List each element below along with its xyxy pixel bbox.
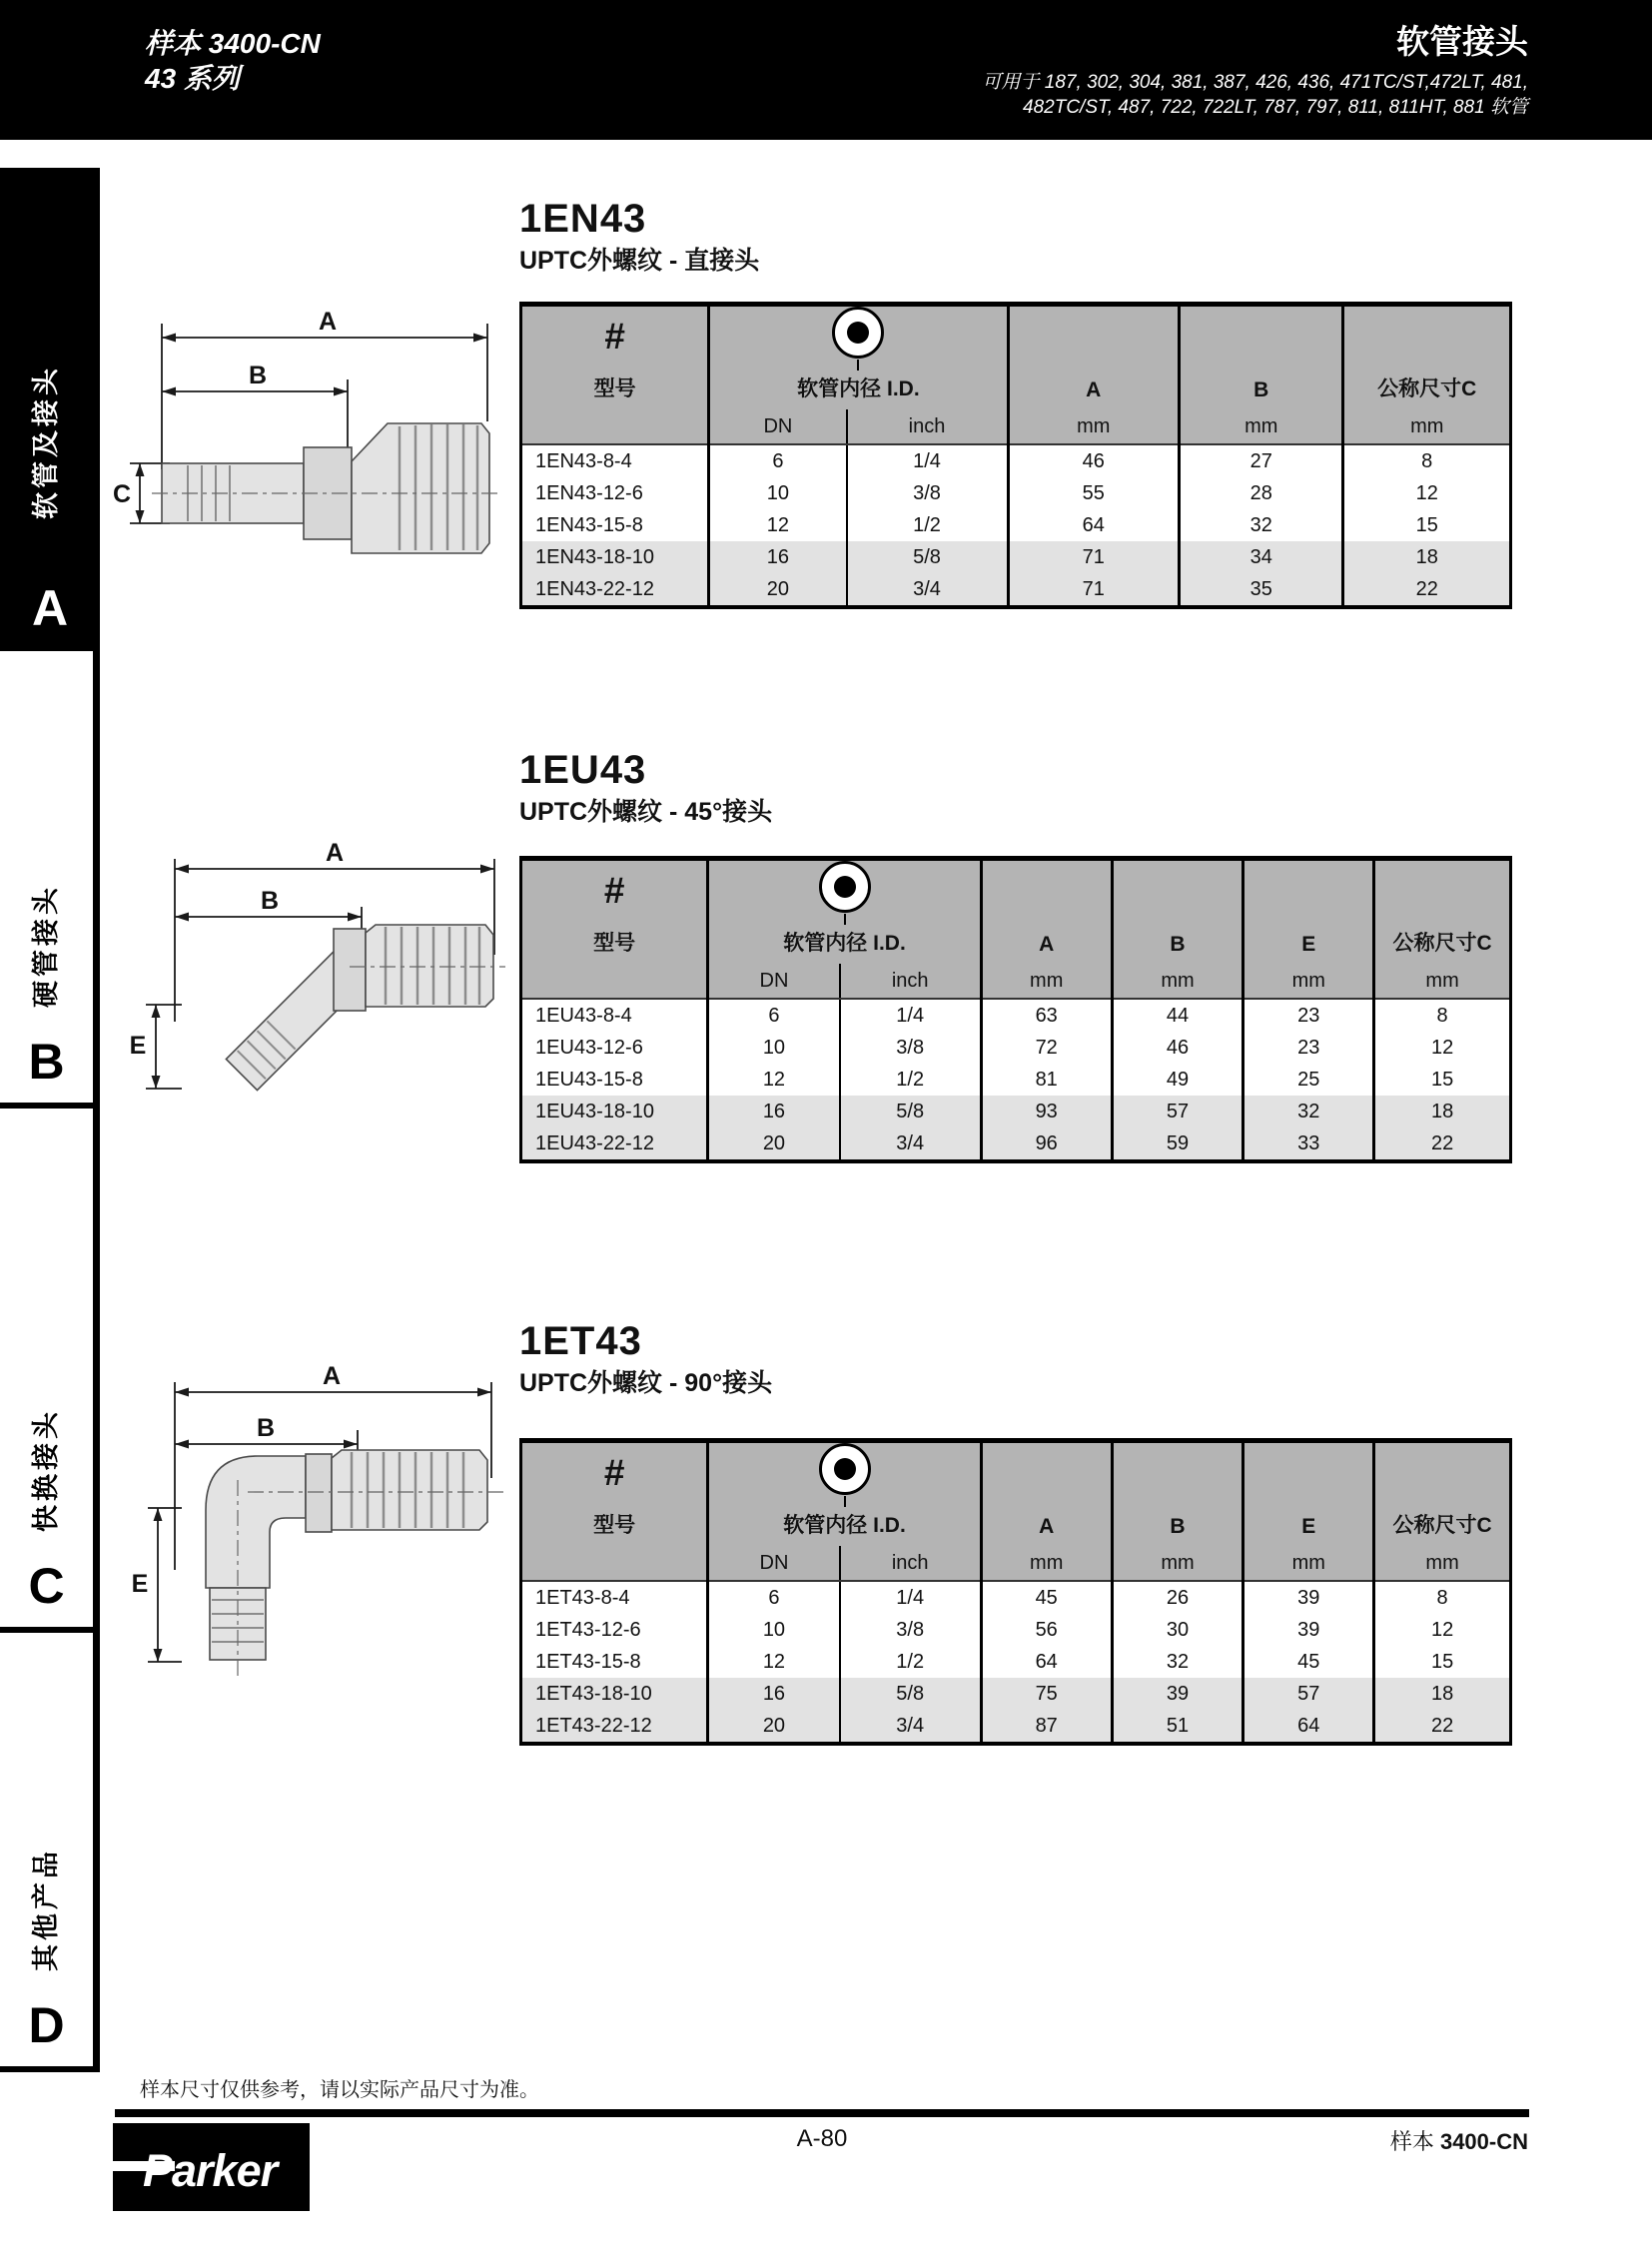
part-number-symbol: # <box>603 1452 625 1493</box>
dim-cell: 30 <box>1112 1614 1243 1646</box>
dim-cell: 81 <box>981 1064 1112 1096</box>
part-column-header <box>521 859 708 965</box>
parker-logo <box>113 2123 310 2211</box>
table-row <box>521 1096 1511 1127</box>
hose-id-column-label: 软管内径 I.D. <box>797 377 920 400</box>
part-number-cell: 1EN43-12-6 <box>521 477 709 509</box>
dn-cell: 10 <box>709 477 847 509</box>
unit-subheader: mm <box>981 1546 1112 1581</box>
dim-label-a: A <box>318 308 338 336</box>
table-row <box>521 1710 1511 1744</box>
dim-cell: 12 <box>1343 477 1511 509</box>
table-header-row <box>521 859 1511 965</box>
dim-column-header <box>1008 305 1179 410</box>
dim-cell: 45 <box>1243 1646 1374 1678</box>
dim-column-label: E <box>1301 933 1316 956</box>
inch-cell: 5/8 <box>840 1678 982 1710</box>
dim-cell: 64 <box>1243 1710 1374 1744</box>
unit-subheader: mm <box>981 964 1112 999</box>
parker-logo-text: Parker <box>143 2145 278 2196</box>
sidebar-tab-hose-fittings[interactable] <box>0 168 100 649</box>
part-number-cell: 1EU43-22-12 <box>521 1127 708 1161</box>
dim-column-header <box>1112 859 1243 965</box>
dim-cell: 93 <box>981 1096 1112 1127</box>
dim-column-label: 公称尺寸C <box>1377 377 1477 400</box>
inch-cell: 3/4 <box>847 573 1009 607</box>
part-column-header <box>521 1441 708 1547</box>
product-code: 1ET43 <box>519 1319 642 1363</box>
sidebar-tab-quick-couplings[interactable] <box>0 1109 100 1633</box>
dim-cell: 18 <box>1343 541 1511 573</box>
empty-subheader <box>521 1546 708 1581</box>
inch-subheader: inch <box>840 1546 982 1581</box>
dim-cell: 75 <box>981 1678 1112 1710</box>
sidebar-tab-letter: B <box>28 1034 65 1090</box>
dim-column-label: A <box>1086 378 1102 401</box>
sidebar-tab-letter: A <box>31 580 69 636</box>
part-column-label: 型号 <box>593 932 636 955</box>
dn-cell: 20 <box>709 573 847 607</box>
dim-cell: 64 <box>981 1646 1112 1678</box>
table-row <box>521 444 1511 477</box>
dim-column-label: A <box>1039 1515 1055 1538</box>
dim-label-e: E <box>129 1032 147 1060</box>
fitting-body <box>162 423 489 553</box>
dim-column-header <box>1243 859 1374 965</box>
footer-rule <box>115 2109 1529 2117</box>
dim-cell: 15 <box>1374 1646 1511 1678</box>
part-number-symbol: # <box>603 870 625 911</box>
dim-cell: 32 <box>1243 1096 1374 1127</box>
inch-cell: 3/8 <box>840 1032 982 1064</box>
dim-cell: 22 <box>1374 1710 1511 1744</box>
dim-cell: 57 <box>1112 1096 1243 1127</box>
inch-cell: 1/4 <box>840 999 982 1032</box>
unit-subheader: mm <box>1243 964 1374 999</box>
dim-label-b: B <box>260 887 280 915</box>
dim-column-header <box>1374 1441 1511 1547</box>
dn-cell: 20 <box>708 1710 840 1744</box>
dim-label-c: C <box>112 480 132 508</box>
part-number-cell: 1EN43-15-8 <box>521 509 709 541</box>
header-right <box>983 16 1528 120</box>
fitting-body <box>226 925 493 1091</box>
dim-cell: 23 <box>1243 1032 1374 1064</box>
product-code: 1EN43 <box>519 197 647 241</box>
page-number: A-80 <box>796 2125 848 2152</box>
dim-column-header <box>981 859 1112 965</box>
dim-column-header <box>1112 1441 1243 1547</box>
dim-column-header <box>1179 305 1343 410</box>
dim-cell: 27 <box>1179 444 1343 477</box>
hose-id-column-label: 软管内径 I.D. <box>783 1514 906 1537</box>
dim-cell: 32 <box>1112 1646 1243 1678</box>
dim-cell: 44 <box>1112 999 1243 1032</box>
hose-id-column-label: 软管内径 I.D. <box>783 932 906 955</box>
dim-cell: 59 <box>1112 1127 1243 1161</box>
dn-cell: 10 <box>708 1614 840 1646</box>
table-row <box>521 1614 1511 1646</box>
table-row <box>521 1678 1511 1710</box>
straight-fitting-drawing <box>100 292 499 601</box>
product-subtitle: UPTC外螺纹 - 直接头 <box>519 247 760 275</box>
unit-subheader: mm <box>1179 409 1343 444</box>
part-number-cell: 1EU43-8-4 <box>521 999 708 1032</box>
dn-cell: 20 <box>708 1127 840 1161</box>
empty-subheader <box>521 964 708 999</box>
dim-cell: 35 <box>1179 573 1343 607</box>
unit-subheader: mm <box>1008 409 1179 444</box>
inch-cell: 5/8 <box>840 1096 982 1127</box>
dim-column-label: 公称尺寸C <box>1392 932 1492 955</box>
hose-cross-section-icon <box>819 1443 871 1495</box>
dim-cell: 8 <box>1374 999 1511 1032</box>
dn-subheader: DN <box>708 1546 840 1581</box>
dim-label-a: A <box>322 1362 342 1390</box>
inch-cell: 1/2 <box>840 1064 982 1096</box>
part-number-symbol: # <box>604 316 625 357</box>
spec-table-container <box>519 302 1512 609</box>
inch-subheader: inch <box>847 409 1009 444</box>
sidebar-tab-label: 其他产品 <box>31 1848 61 1971</box>
45-degree-fitting-drawing <box>120 837 509 1136</box>
dim-label-a: A <box>325 839 345 867</box>
hose-id-column-header <box>709 305 1008 410</box>
90-degree-fitting-drawing <box>120 1360 509 1705</box>
table-row <box>521 573 1511 607</box>
dim-cell: 71 <box>1008 541 1179 573</box>
spec-table-1EU43 <box>519 856 1512 1163</box>
part-number-cell: 1ET43-18-10 <box>521 1678 708 1710</box>
table-subheader-row <box>521 964 1511 999</box>
inch-cell: 1/2 <box>840 1646 982 1678</box>
dim-cell: 72 <box>981 1032 1112 1064</box>
table-row <box>521 1032 1511 1064</box>
dim-cell: 15 <box>1343 509 1511 541</box>
product-code: 1EU43 <box>519 748 647 792</box>
hose-cross-section-icon <box>832 307 884 359</box>
table-row <box>521 477 1511 509</box>
footer-catalog-code: 3400-CN <box>1439 2129 1528 2154</box>
dim-cell: 45 <box>981 1581 1112 1614</box>
spec-table-1EN43 <box>519 302 1512 609</box>
sidebar-tab-letter: C <box>28 1558 65 1614</box>
part-number-cell: 1ET43-12-6 <box>521 1614 708 1646</box>
dim-column-label: 公称尺寸C <box>1392 1514 1492 1537</box>
dn-cell: 16 <box>708 1678 840 1710</box>
dim-cell: 12 <box>1374 1614 1511 1646</box>
dim-cell: 46 <box>1112 1032 1243 1064</box>
sidebar-tab-label: 快换接头 <box>31 1408 61 1532</box>
dim-cell: 87 <box>981 1710 1112 1744</box>
dim-cell: 32 <box>1179 509 1343 541</box>
hose-cross-section-icon <box>819 861 871 913</box>
part-number-cell: 1ET43-22-12 <box>521 1710 708 1744</box>
dim-column-header <box>981 1441 1112 1547</box>
footer-catalog-prefix: 样本 <box>1389 2129 1440 2154</box>
table-row <box>521 509 1511 541</box>
applicable-hoses-line1: 可用于 187, 302, 304, 381, 387, 426, 436, 471TC/ST,472LT, 481, <box>982 72 1528 93</box>
dim-cell: 39 <box>1112 1678 1243 1710</box>
dim-column-label: B <box>1253 378 1269 401</box>
dim-label-e: E <box>131 1570 149 1598</box>
hose-id-column-header <box>708 1441 982 1547</box>
dim-cell: 96 <box>981 1127 1112 1161</box>
dim-cell: 71 <box>1008 573 1179 607</box>
unit-subheader: mm <box>1112 1546 1243 1581</box>
table-row <box>521 999 1511 1032</box>
part-number-cell: 1EN43-18-10 <box>521 541 709 573</box>
product-subtitle: UPTC外螺纹 - 90°接头 <box>519 1369 773 1397</box>
part-number-cell: 1EU43-12-6 <box>521 1032 708 1064</box>
sidebar-tab-other-products[interactable] <box>0 1633 100 2072</box>
dim-cell: 8 <box>1374 1581 1511 1614</box>
dn-cell: 12 <box>709 509 847 541</box>
sidebar-tab-tube-fittings[interactable] <box>0 649 100 1109</box>
dim-cell: 22 <box>1374 1127 1511 1161</box>
inch-cell: 1/4 <box>847 444 1009 477</box>
footer-catalog-ref <box>1390 2125 1528 2156</box>
series-label: 43 系列 <box>145 63 240 94</box>
dim-cell: 8 <box>1343 444 1511 477</box>
dim-cell: 28 <box>1179 477 1343 509</box>
dim-cell: 51 <box>1112 1710 1243 1744</box>
fitting-body <box>206 1450 487 1660</box>
sidebar-tab-label: 硬管接头 <box>31 884 61 1008</box>
part-column-label: 型号 <box>593 1514 636 1537</box>
hose-id-column-header <box>708 859 982 965</box>
inch-cell: 3/8 <box>847 477 1009 509</box>
unit-subheader: mm <box>1243 1546 1374 1581</box>
table-subheader-row <box>521 409 1511 444</box>
product-subtitle: UPTC外螺纹 - 45°接头 <box>519 798 773 826</box>
dn-cell: 10 <box>708 1032 840 1064</box>
product-section-1en43 <box>519 196 1512 609</box>
part-number-cell: 1ET43-15-8 <box>521 1646 708 1678</box>
unit-subheader: mm <box>1343 409 1511 444</box>
dim-cell: 18 <box>1374 1096 1511 1127</box>
part-number-cell: 1EN43-8-4 <box>521 444 709 477</box>
unit-subheader: mm <box>1374 1546 1511 1581</box>
dim-column-header <box>1343 305 1511 410</box>
part-column-label: 型号 <box>593 377 636 400</box>
part-number-cell: 1ET43-8-4 <box>521 1581 708 1614</box>
dim-column-label: E <box>1301 1515 1316 1538</box>
dim-column-label: B <box>1170 1515 1186 1538</box>
dim-column-label: B <box>1170 933 1186 956</box>
header-left <box>145 26 321 96</box>
dim-cell: 46 <box>1008 444 1179 477</box>
inch-cell: 1/4 <box>840 1581 982 1614</box>
unit-subheader: mm <box>1374 964 1511 999</box>
dn-subheader: DN <box>709 409 847 444</box>
product-section-1eu43 <box>519 747 1512 1163</box>
dn-cell: 16 <box>708 1096 840 1127</box>
part-column-header <box>521 305 709 410</box>
product-section-1et43 <box>519 1318 1512 1746</box>
inch-cell: 3/4 <box>840 1127 982 1161</box>
dim-cell: 55 <box>1008 477 1179 509</box>
applicable-hoses-line2: 482TC/ST, 487, 722, 722LT, 787, 797, 811, 811HT, 881 软管 <box>1023 97 1528 118</box>
dn-cell: 6 <box>708 999 840 1032</box>
disclaimer-note: 样本尺寸仅供参考，请以实际产品尺寸为准。 <box>140 2079 539 2101</box>
dim-label-b: B <box>256 1414 276 1442</box>
dim-cell: 26 <box>1112 1581 1243 1614</box>
dn-cell: 12 <box>708 1064 840 1096</box>
dn-cell: 16 <box>709 541 847 573</box>
spec-table-container <box>519 856 1512 1163</box>
dn-cell: 6 <box>708 1581 840 1614</box>
dim-cell: 18 <box>1374 1678 1511 1710</box>
dn-cell: 12 <box>708 1646 840 1678</box>
catalog-code: 样本 3400-CN <box>145 28 321 59</box>
dim-cell: 56 <box>981 1614 1112 1646</box>
table-row <box>521 1646 1511 1678</box>
spec-table-container <box>519 1438 1512 1746</box>
dim-cell: 49 <box>1112 1064 1243 1096</box>
dim-cell: 63 <box>981 999 1112 1032</box>
dim-column-header <box>1374 859 1511 965</box>
inch-cell: 3/4 <box>840 1710 982 1744</box>
dim-cell: 15 <box>1374 1064 1511 1096</box>
inch-cell: 3/8 <box>840 1614 982 1646</box>
table-subheader-row <box>521 1546 1511 1581</box>
dim-cell: 12 <box>1374 1032 1511 1064</box>
table-row <box>521 1127 1511 1161</box>
dim-cell: 33 <box>1243 1127 1374 1161</box>
part-number-cell: 1EU43-15-8 <box>521 1064 708 1096</box>
table-row <box>521 1064 1511 1096</box>
dim-cell: 64 <box>1008 509 1179 541</box>
table-header-row <box>521 305 1511 410</box>
dim-cell: 23 <box>1243 999 1374 1032</box>
dim-label-b: B <box>248 362 268 389</box>
table-row <box>521 1581 1511 1614</box>
empty-subheader <box>521 409 709 444</box>
dim-cell: 57 <box>1243 1678 1374 1710</box>
page-header-band <box>0 0 1652 140</box>
dim-cell: 39 <box>1243 1614 1374 1646</box>
dim-column-header <box>1243 1441 1374 1547</box>
inch-subheader: inch <box>840 964 982 999</box>
sidebar-tab-letter: D <box>28 1997 65 2053</box>
unit-subheader: mm <box>1112 964 1243 999</box>
spec-table-1ET43 <box>519 1438 1512 1746</box>
dim-cell: 39 <box>1243 1581 1374 1614</box>
table-header-row <box>521 1441 1511 1547</box>
table-row <box>521 541 1511 573</box>
dim-cell: 34 <box>1179 541 1343 573</box>
dim-cell: 22 <box>1343 573 1511 607</box>
part-number-cell: 1EU43-18-10 <box>521 1096 708 1127</box>
inch-cell: 5/8 <box>847 541 1009 573</box>
dim-column-label: A <box>1039 933 1055 956</box>
page-title: 软管接头 <box>1396 23 1528 60</box>
part-number-cell: 1EN43-22-12 <box>521 573 709 607</box>
dim-cell: 25 <box>1243 1064 1374 1096</box>
dn-subheader: DN <box>708 964 840 999</box>
inch-cell: 1/2 <box>847 509 1009 541</box>
sidebar-tab-label: 软管及接头 <box>31 365 61 519</box>
dn-cell: 6 <box>709 444 847 477</box>
